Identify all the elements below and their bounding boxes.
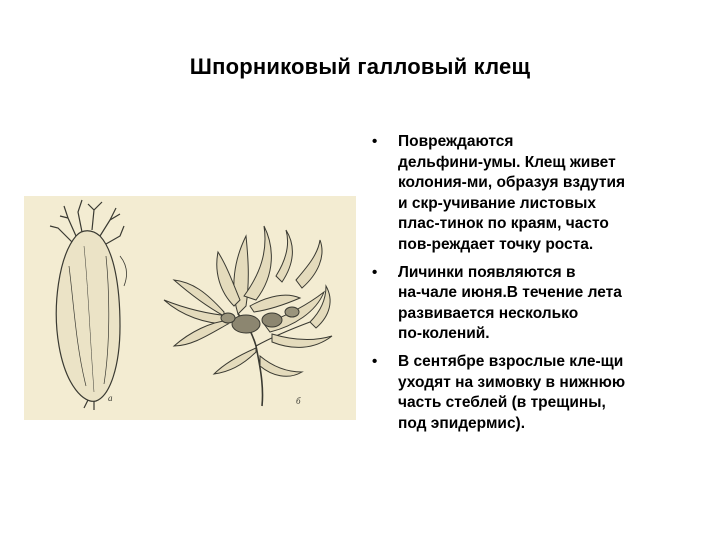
bullet-line: колония-ми, образуя вздутия bbox=[398, 174, 626, 192]
bullet-mark: • bbox=[372, 263, 378, 281]
slide-title: Шпорниковый галловый клещ bbox=[189, 54, 531, 79]
bullet-line: по-колений. bbox=[398, 325, 490, 343]
figure-label-b: б bbox=[296, 396, 301, 406]
bullet-line: В сентябре взрослые кле-щи bbox=[398, 352, 624, 370]
bullet-mark: • bbox=[372, 133, 378, 150]
bullet-line: развивается несколько bbox=[398, 304, 579, 322]
mite-illustration bbox=[24, 196, 356, 420]
bullet-line: под эпидермис). bbox=[398, 414, 526, 432]
bullet-line: часть стеблей (в трещины, bbox=[398, 394, 606, 412]
bullet-line: пов-реждает точку роста. bbox=[398, 235, 594, 253]
bullet-item bbox=[372, 263, 692, 345]
mite-drawing bbox=[50, 200, 127, 410]
bullet-line: Личинки появляются в bbox=[398, 263, 576, 281]
bullet-mark: • bbox=[372, 352, 378, 370]
bullet-item bbox=[372, 132, 692, 256]
bullet-list bbox=[372, 132, 692, 441]
figure-label-a: а bbox=[108, 393, 113, 403]
bullet-item bbox=[372, 352, 692, 434]
bullet-line: Повреждаются bbox=[398, 133, 514, 150]
bullet-line: на-чале июня.В течение лета bbox=[398, 284, 622, 302]
plant-drawing bbox=[164, 226, 332, 406]
bullet-line: плас-тинок по краям, часто bbox=[398, 215, 609, 233]
bullet-line: и скр-учивание листовых bbox=[398, 194, 596, 212]
bullet-line: уходят на зимовку в нижнюю bbox=[398, 373, 626, 391]
bullet-line: дельфини-умы. Клещ живет bbox=[398, 153, 616, 171]
